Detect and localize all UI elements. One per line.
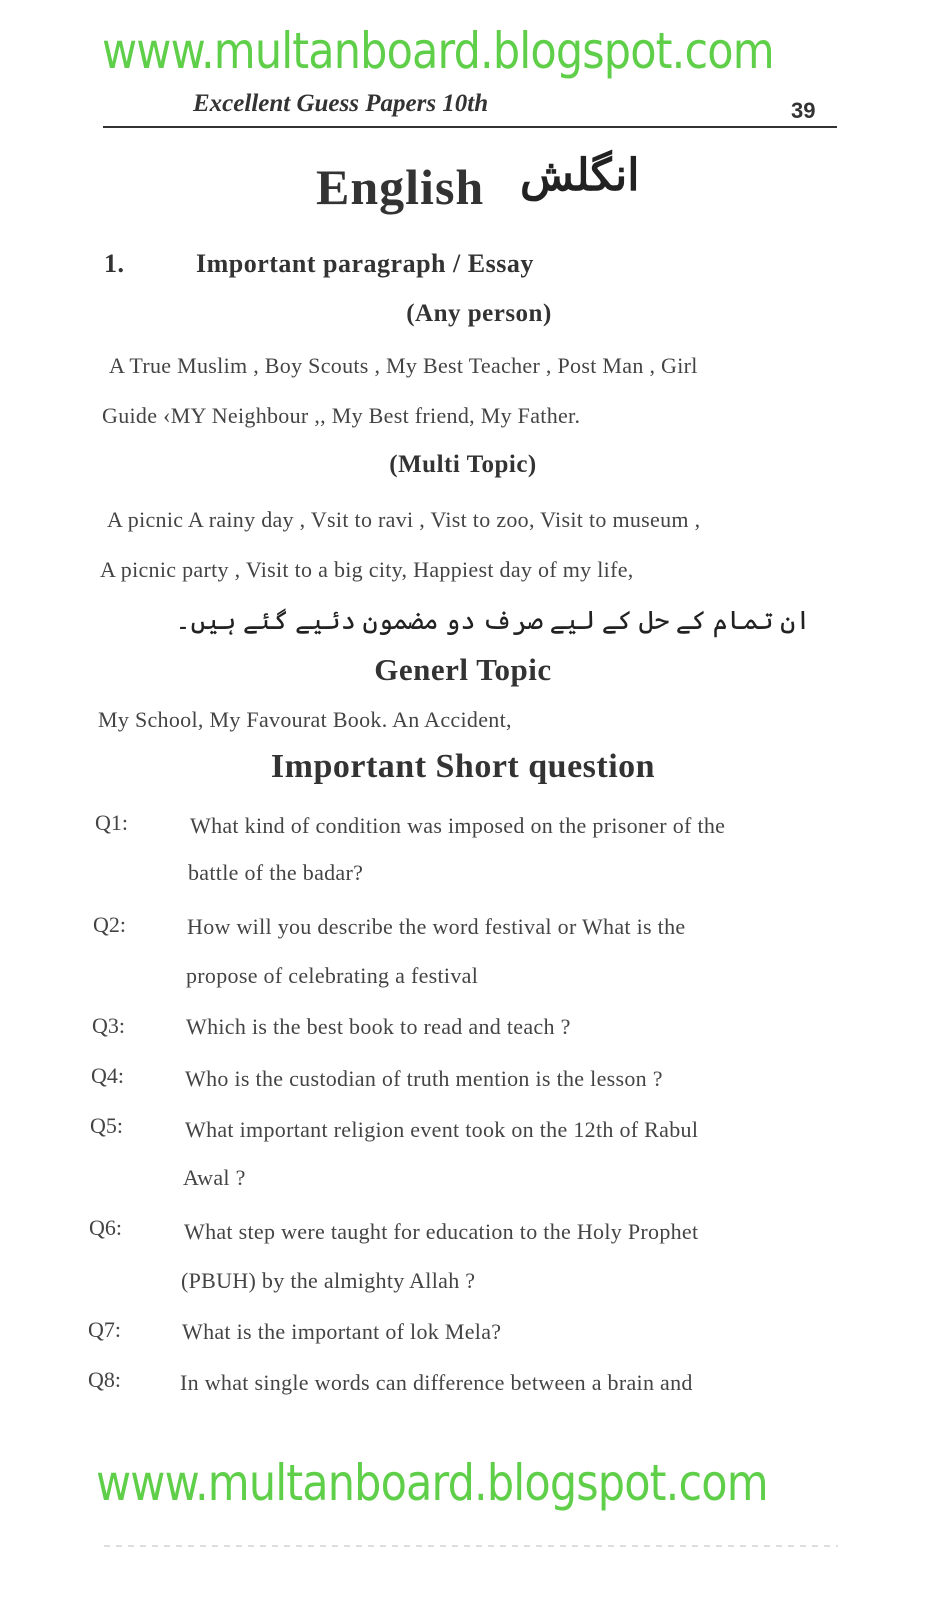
multi-topic-line-2: A picnic party , Visit to a big city, Happiest day of my life, (100, 557, 634, 582)
question-text: Awal ? (183, 1165, 246, 1190)
page-title: English (316, 159, 485, 215)
question-text: Which is the best book to read and teach ? (186, 1014, 571, 1039)
question-text: What is the important of lok Mela? (182, 1319, 502, 1344)
header-title: Excellent Guess Papers 10th (193, 90, 489, 117)
question-text: What kind of condition was imposed on the prisoner of the (190, 813, 726, 838)
question-text: What step were taught for education to the Holy Prophet (184, 1219, 699, 1244)
question-number: Q5: (90, 1113, 123, 1138)
any-person-line-1: A True Muslim , Boy Scouts , My Best Teacher , Post Man , Girl (109, 353, 698, 378)
short-question-heading: Important Short question (270, 748, 656, 785)
question-text: What important religion event took on the 12th of Rabul (185, 1117, 699, 1142)
question-text: In what single words can difference between a brain and (180, 1370, 693, 1395)
header-rule (103, 126, 837, 128)
bottom-divider (104, 1545, 838, 1547)
general-topic-heading: Generl Topic (374, 652, 552, 687)
page-title-urdu: انگلش (520, 151, 640, 200)
page-number: 39 (791, 98, 816, 123)
question-text: How will you describe the word festival or What is the (187, 914, 686, 939)
general-topic-line-1: My School, My Favourat Book. An Accident, (98, 707, 512, 732)
watermark-top: www.multanboard.blogspot.com (102, 22, 774, 80)
question-number: Q3: (92, 1013, 125, 1038)
any-person-heading: (Any person) (406, 300, 552, 327)
multi-topic-line-1: A picnic A rainy day , Vsit to ravi , Vist to zoo, Visit to museum , (107, 507, 701, 532)
question-text: battle of the badar? (188, 860, 364, 885)
question-number: Q7: (88, 1317, 121, 1342)
question-text: Who is the custodian of truth mention is the lesson ? (185, 1066, 663, 1091)
urdu-note: ان تمام کے حل کے لیے صرف دو مضمون دئیے گئے ہیں۔ (175, 606, 811, 635)
question-text: (PBUH) by the almighty Allah ? (181, 1268, 476, 1293)
question-number: Q2: (93, 912, 126, 937)
any-person-line-2: Guide ‹MY Neighbour ,, My Best friend, My Father. (102, 403, 581, 428)
question-number: Q1: (95, 810, 128, 835)
section-heading: Important paragraph / Essay (196, 249, 534, 278)
question-number: Q4: (91, 1063, 124, 1088)
question-text: propose of celebrating a festival (186, 963, 479, 988)
multi-topic-heading: (Multi Topic) (389, 451, 537, 478)
question-number: Q6: (89, 1215, 122, 1240)
section-number: 1. (104, 249, 125, 278)
watermark-bottom: www.multanboard.blogspot.com (96, 1454, 768, 1512)
question-number: Q8: (88, 1367, 121, 1392)
